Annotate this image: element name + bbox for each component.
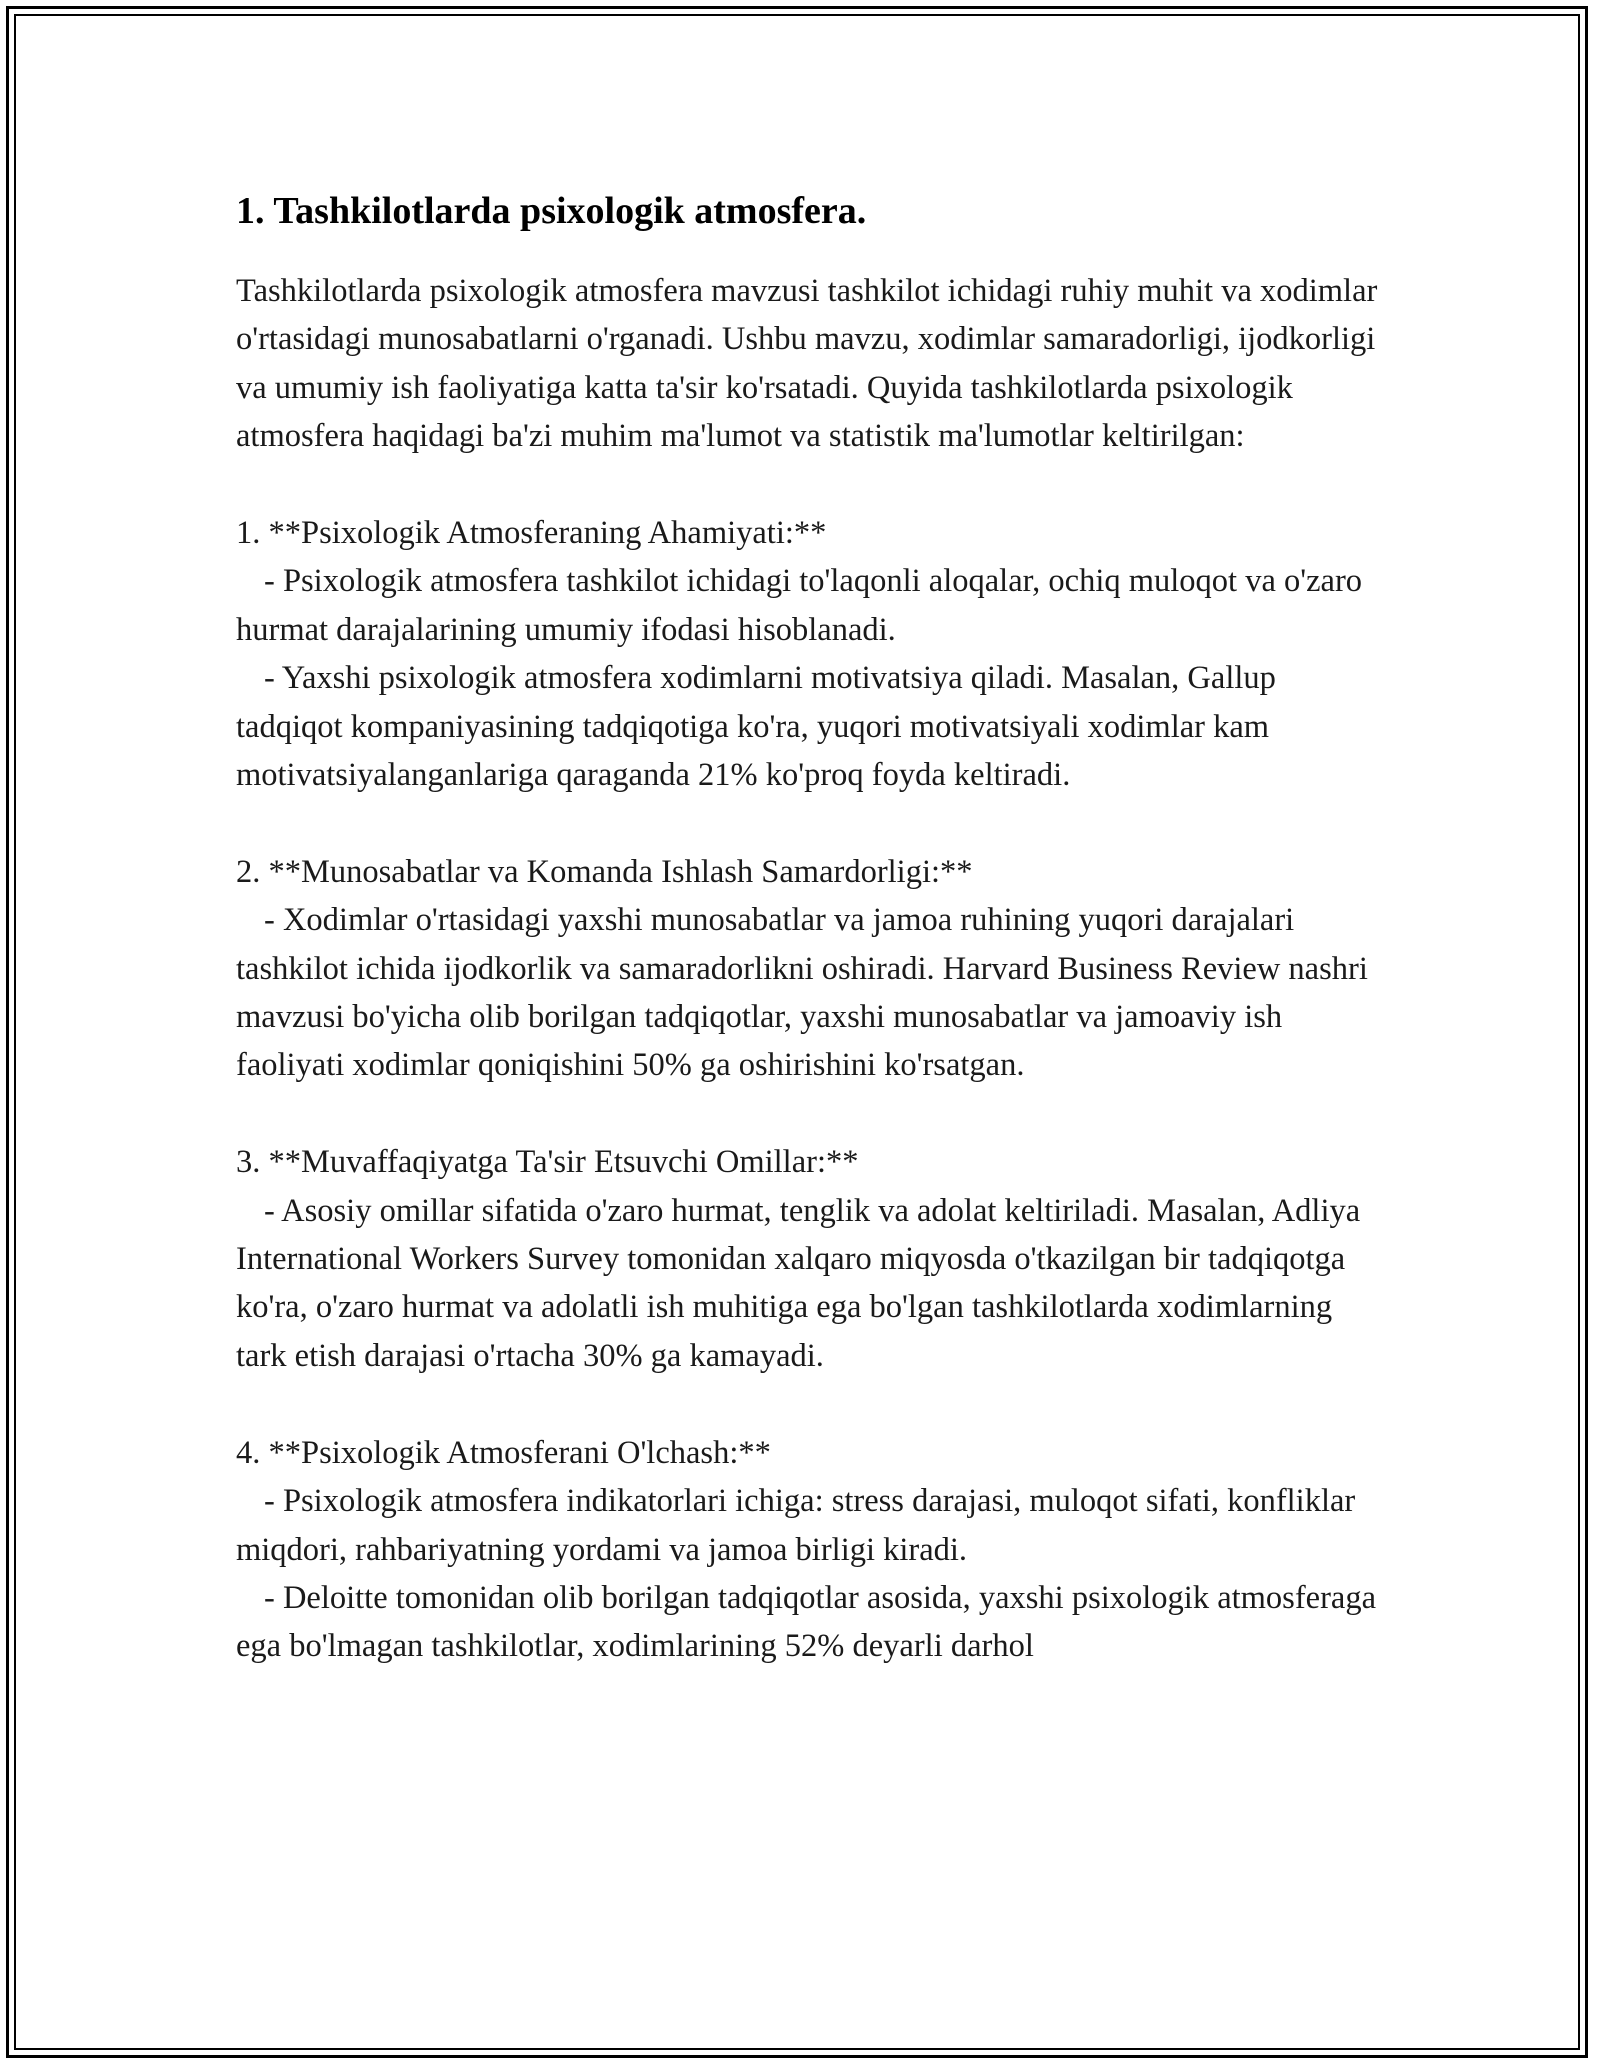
spacer bbox=[236, 1380, 1386, 1428]
section-3 bbox=[236, 1138, 1386, 1380]
bullet-item: - Yaxshi psixologik atmosfera xodimlarni motivatsiya qiladi. Masalan, Gallup tadqiqot kompaniyasining tadqiqotiga ko'ra, yuqori motivatsiyali xodimlar kam motivatsiyalanganlariga qaraganda 21% ko'proq foyda keltiradi. bbox=[236, 660, 1276, 794]
spacer bbox=[236, 461, 1386, 509]
page-title: 1. Tashkilotlarda psixologik atmosfera. bbox=[236, 190, 867, 232]
document-body bbox=[236, 185, 1386, 1671]
section-heading: 3. **Muvaffaqiyatga Ta'sir Etsuvchi Omillar:** bbox=[236, 1144, 859, 1181]
bullet-item: - Xodimlar o'rtasidagi yaxshi munosabatlar va jamoa ruhining yuqori darajalari tashkilot ichida ijodkorlik va samaradorlikni oshiradi. Harvard Business Review nashri mavzusi bo'yicha olib borilgan tadqiqotlar, yaxshi munosabatlar va jamoaviy ish faoliyati xodimlar qoniqishini 50% ga oshirishini ko'rsatgan. bbox=[236, 902, 1368, 1084]
bullet-item: - Psixologik atmosfera indikatorlari ichiga: stress darajasi, muloqot sifati, konfliklar miqdori, rahbariyatning yordami va jamoa birligi kiradi. bbox=[236, 1483, 1356, 1568]
section-4 bbox=[236, 1429, 1386, 1671]
spacer bbox=[236, 1090, 1386, 1138]
bullet-item: - Asosiy omillar sifatida o'zaro hurmat, tenglik va adolat keltiriladi. Masalan, Adliya International Workers Survey tomonidan xalqaro miqyosda o'tkazilgan bir tadqiqotga ko'ra, o'zaro hurmat va adolatli ish muhitiga ega bo'lgan tashkilotlarda xodimlarning tark etish darajasi o'rtacha 30% ga kamayadi. bbox=[236, 1192, 1361, 1374]
section-heading: 4. **Psixologik Atmosferani O'lchash:** bbox=[236, 1434, 771, 1471]
spacer bbox=[236, 799, 1386, 847]
section-1 bbox=[236, 509, 1386, 799]
bullet-item: - Psixologik atmosfera tashkilot ichidagi to'laqonli aloqalar, ochiq muloqot va o'zaro hurmat darajalarining umumiy ifodasi hisoblanadi. bbox=[236, 563, 1363, 648]
section-heading: 2. **Munosabatlar va Komanda Ishlash Samardorligi:** bbox=[236, 853, 973, 890]
section-heading: 1. **Psixologik Atmosferaning Ahamiyati:** bbox=[236, 515, 827, 552]
section-2 bbox=[236, 848, 1386, 1090]
intro-paragraph: Tashkilotlarda psixologik atmosfera mavzusi tashkilot ichidagi ruhiy muhit va xodimlar o'rtasidagi munosabatlarni o'rganadi. Ushbu mavzu, xodimlar samaradorligi, ijodkorligi va umumiy ish faoliyatiga katta ta'sir ko'rsatadi. Quyida tashkilotlarda psixologik atmosfera haqidagi ba'zi muhim ma'lumot va statistik ma'lumotlar keltirilgan: bbox=[236, 273, 1378, 455]
bullet-item: - Deloitte tomonidan olib borilgan tadqiqotlar asosida, yaxshi psixologik atmosferaga ega bo'lmagan tashkilotlar, xodimlarining 52% deyarli darhol bbox=[236, 1579, 1376, 1665]
